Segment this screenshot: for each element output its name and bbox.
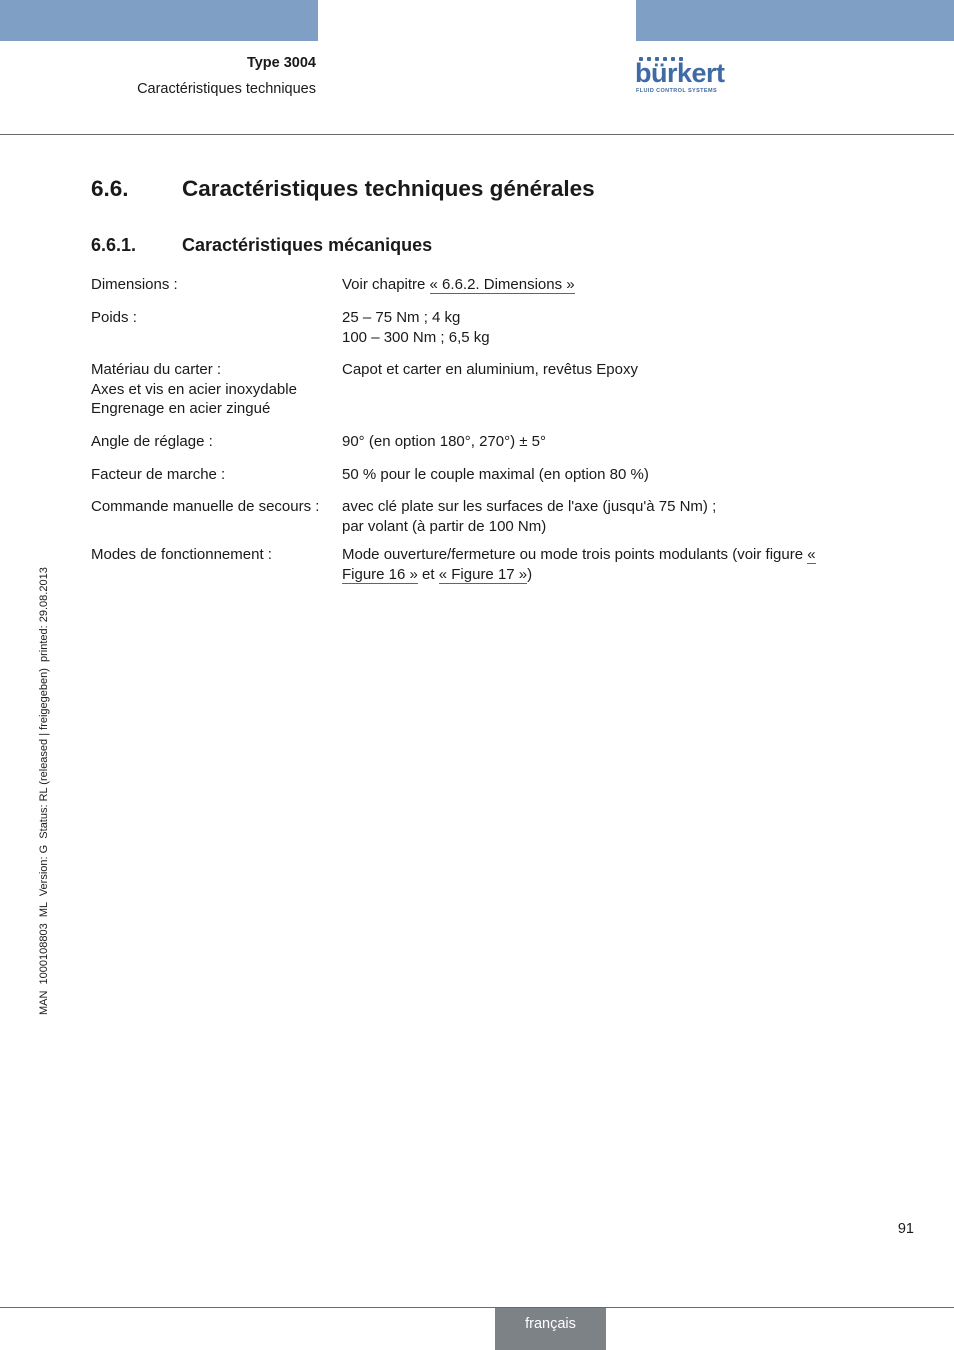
spec-value — [342, 275, 842, 295]
spec-value-text: et — [417, 565, 439, 583]
burkert-logo — [635, 57, 735, 97]
spec-value-text: Mode ouverture/fermeture ou mode trois points modulants (voir figure — [342, 546, 808, 563]
figure-17-link[interactable]: « Figure 17 » — [438, 565, 528, 583]
spec-label: Modes de fonctionnement : — [91, 546, 272, 563]
subsection-number: 6.6.1. — [91, 235, 137, 255]
spec-value: 90° (en option 180°, 270°) ± 5° — [342, 433, 547, 450]
dimensions-link[interactable]: « 6.6.2. Dimensions » — [429, 276, 575, 293]
footer-divider — [0, 1307, 954, 1308]
subsection-title: Caractéristiques mécaniques — [182, 235, 433, 255]
spec-value-line: 100 – 300 Nm ; 6,5 kg — [342, 328, 490, 346]
spec-value-text: ) — [527, 565, 533, 583]
spec-value-line: avec clé plate sur les surfaces de l'axe (jusqu'à 75 Nm) ; — [342, 498, 717, 515]
language-tab: français — [495, 1308, 606, 1350]
spec-value — [342, 308, 842, 347]
header-divider — [0, 134, 954, 135]
spec-label: Commande manuelle de secours : — [91, 498, 320, 515]
header-band-left — [0, 0, 318, 41]
logo-subtitle: FLUID CONTROL SYSTEMS — [636, 88, 718, 94]
spec-label-line: Matériau du carter : — [91, 361, 222, 378]
spec-label: Facteur de marche : — [91, 466, 226, 483]
figure-16-link[interactable]: Figure 16 » — [342, 565, 418, 583]
spec-value — [342, 497, 842, 536]
spec-label-line: Engrenage en acier zingué — [91, 400, 271, 417]
document-type: Type 3004 — [246, 55, 316, 71]
spec-value: 50 % pour le couple maximal (en option 80 %) — [342, 466, 649, 483]
spec-label: Dimensions : — [91, 276, 178, 293]
spec-value-line: par volant (à partir de 100 Nm) — [342, 517, 547, 535]
spec-label: Poids : — [91, 309, 137, 326]
spec-label — [91, 360, 336, 419]
spec-value: Capot et carter en aluminium, revêtus Epoxy — [342, 361, 638, 378]
spec-value — [342, 545, 842, 584]
header-band-right — [636, 0, 954, 41]
document-section: Caractéristiques techniques — [137, 81, 316, 97]
spec-value-line: 25 – 75 Nm ; 4 kg — [342, 309, 461, 326]
document-meta-vertical: MAN 1000108803 ML Version: G Status: RL (released | freigegeben) printed: 29.08.2013 — [38, 567, 50, 1015]
section-number: 6.6. — [91, 176, 129, 201]
figure-16-link-start[interactable]: « — [807, 546, 816, 563]
page-number: 91 — [897, 1221, 914, 1237]
logo-wordmark: bürkert — [635, 58, 725, 88]
spec-label-line: Axes et vis en acier inoxydable — [91, 380, 297, 398]
section-title: Caractéristiques techniques générales — [182, 176, 595, 201]
spec-value-text: Voir chapitre — [342, 276, 430, 293]
spec-label: Angle de réglage : — [91, 433, 213, 450]
